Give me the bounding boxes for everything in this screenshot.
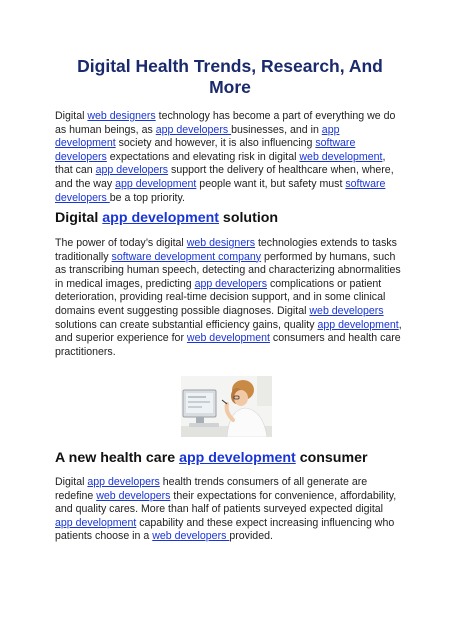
inline-link[interactable]: web developers xyxy=(96,489,171,502)
text-run: A new health care xyxy=(55,450,180,466)
inline-link[interactable]: app development xyxy=(55,516,137,529)
text-run: , that can xyxy=(55,150,386,177)
inline-link[interactable]: web development xyxy=(299,150,383,163)
intro-paragraph xyxy=(55,110,403,205)
text-run: expectations and elevating risk in digital xyxy=(106,150,300,163)
text-run: , and superior experience for xyxy=(55,318,402,345)
text-run: complications or patient deterioration, providing real-time decision support, and in some clinical domains event suggesting possible diagnoses. Digital xyxy=(55,277,386,317)
solution-paragraph xyxy=(55,237,403,359)
text-run: Digital xyxy=(55,110,88,122)
inline-link[interactable]: web developers xyxy=(152,530,230,543)
inline-link[interactable]: app development xyxy=(55,123,340,150)
text-run: be a top priority. xyxy=(109,191,185,204)
inline-link[interactable]: app developers xyxy=(194,277,268,290)
inline-link[interactable]: app developers xyxy=(87,476,160,488)
text-run: people want it, but safety must xyxy=(196,177,346,190)
consumer-paragraph xyxy=(55,476,403,544)
inline-link[interactable]: app development xyxy=(102,210,219,226)
inline-link[interactable]: app development xyxy=(179,450,296,466)
text-run: Digital xyxy=(55,476,88,488)
text-run: Digital xyxy=(55,210,103,226)
inline-link[interactable]: app developers xyxy=(95,164,169,177)
text-run: solutions can create substantial efficiency gains, quality xyxy=(55,318,318,331)
text-run: provided. xyxy=(229,530,273,543)
inline-link[interactable]: software development company xyxy=(111,250,262,263)
inline-link[interactable]: app development xyxy=(115,177,197,190)
text-run: solution xyxy=(218,210,279,226)
text-run: capability and these expect increasing influencing who patients choose in a xyxy=(55,516,395,543)
text-run: consumer xyxy=(295,450,368,466)
text-run: technology has become a part of everything we do as human beings, as xyxy=(55,110,396,136)
inline-link[interactable]: app development xyxy=(317,318,399,331)
text-run: support the delivery of healthcare when, where, and the way xyxy=(55,164,394,190)
text-run: their expectations for convenience, affordability, and quality cares. More than half of patients surveyed expected digital xyxy=(55,489,397,516)
inline-link[interactable]: software developers xyxy=(55,177,386,204)
inline-link[interactable]: web development xyxy=(186,332,270,345)
text-run: society and however, it is also influencing xyxy=(115,137,316,150)
text-run: consumers and health care practitioners. xyxy=(55,332,401,358)
woman-at-computer-image xyxy=(181,376,272,437)
section-heading-solution xyxy=(55,209,415,227)
page-title: Digital Health Trends, Research, And More xyxy=(77,56,383,97)
text-run: performed by humans, such as transcribing human speech, detecting and characterizing abnormalities in medical images, predicting xyxy=(55,250,401,290)
inline-link[interactable]: app developers xyxy=(155,123,232,136)
inline-link[interactable]: web developers xyxy=(309,304,384,317)
inline-link[interactable]: web designers xyxy=(186,237,256,249)
inline-link[interactable]: software developers xyxy=(55,137,356,163)
text-run: The power of today’s digital xyxy=(55,237,187,249)
inline-link[interactable]: web designers xyxy=(87,110,156,122)
text-run: technologies extends to tasks traditionally xyxy=(55,237,397,263)
section-heading-consumer xyxy=(55,449,415,467)
text-run: health trends consumers of all generate are redefine xyxy=(55,476,368,502)
text-run: businesses, and in xyxy=(231,123,322,136)
